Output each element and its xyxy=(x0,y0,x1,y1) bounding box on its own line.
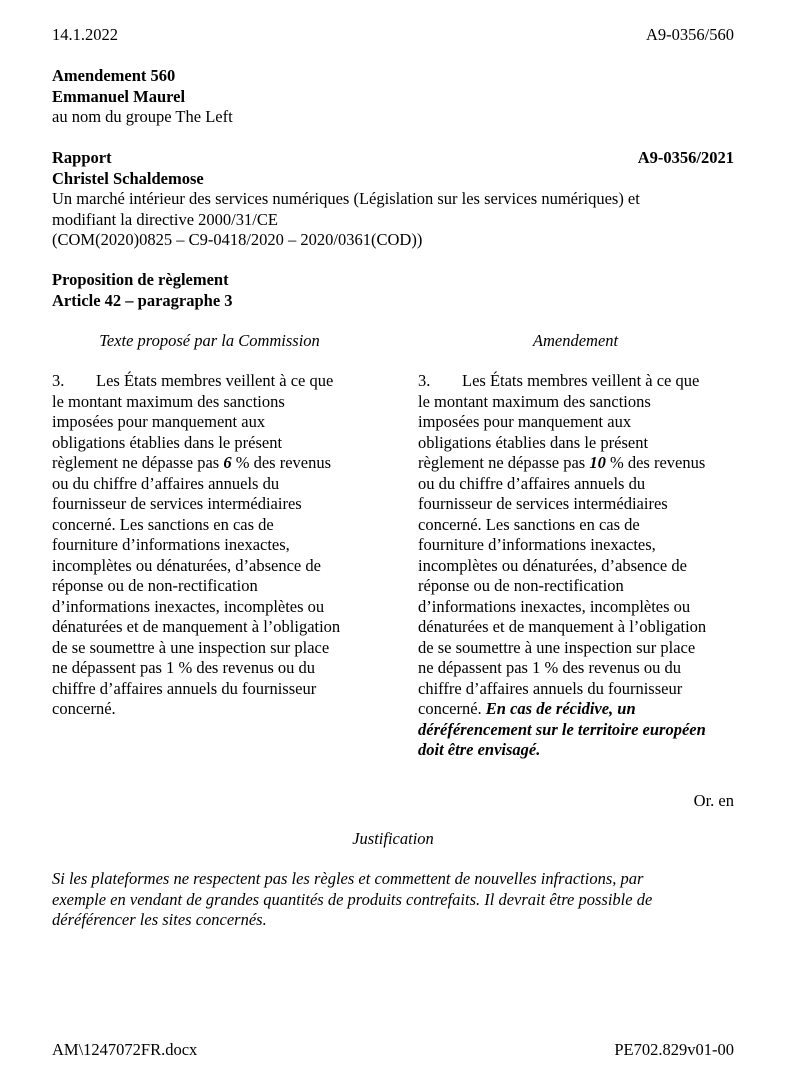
left-column-header: Texte proposé par la Commission xyxy=(99,331,320,350)
right-column-text: 3. Les États membres veillent à ce que le montant maximum des sanctions imposées pour manquement aux obligations établies dans le présent règlement ne dépasse pas 10 % des revenus ou du chiffre d’affaires annuels du fournisseur de services intermédiaires concerné. Les sanctions en cas de fourniture d’informations inexactes, incomplètes ou dénaturées, d’absence de réponse ou de non-rectification d’informations inexactes, incomplètes ou dénaturées et de manquement à l’obligation de se soumettre à une inspection sur place ne dépassent pas 1 % des revenus ou du chiffre d’affaires annuels du fournisseur concerné. En cas de récidive, un déréférencement sur le territoire européen doit être envisagé. xyxy=(418,371,748,761)
report-title-line2: modifiant la directive 2000/31/CE xyxy=(52,209,278,229)
right-column-header: Amendement xyxy=(532,331,619,350)
header-date: 14.1.2022 xyxy=(52,25,118,44)
amendment-group: au nom du groupe The Left xyxy=(52,107,233,126)
proposal-article: Article 42 – paragraphe 3 xyxy=(52,290,233,310)
justification-text: Si les plateformes ne respectent pas les règles et commettent de nouvelles infractions, par exemple en vendant de grandes quantités de produits contrefaits. Il devrait être possible de déréférencer les sites concernés. xyxy=(52,869,653,929)
left-column-text: 3. Les États membres veillent à ce que le montant maximum des sanctions imposées pour manquement aux obligations établies dans le présent règlement ne dépasse pas 6 % des revenus ou du chiffre d’affaires annuels du fournisseur de services intermédiaires concerné. Les sanctions en cas de fourniture d’informations inexactes, incomplètes ou dénaturées, d’absence de réponse ou de non-rectification d’informations inexactes, incomplètes ou dénaturées et de manquement à l’obligation de se soumettre à une inspection sur place ne dépassent pas 1 % des revenus ou du chiffre d’affaires annuels du fournisseur concerné. xyxy=(52,371,341,718)
footer-pe-reference: PE702.829v01-00 xyxy=(614,1040,734,1059)
footer-document-name: AM\1247072FR.docx xyxy=(52,1040,198,1059)
report-block xyxy=(52,148,734,251)
proposal-block xyxy=(52,270,233,311)
original-language: Or. en xyxy=(693,791,734,810)
amendment-title: Amendement 560 xyxy=(52,66,176,85)
proposal-label: Proposition de règlement xyxy=(52,270,229,289)
justification-title: Justification xyxy=(352,829,434,848)
left-percentage-highlight: 6 xyxy=(223,453,232,472)
right-paragraph-number: 3. xyxy=(418,371,431,390)
amendment-addition-start: En cas de récidive, un xyxy=(485,699,636,718)
amendment-block xyxy=(52,66,233,128)
amendment-addition-line2: déréférencement sur le territoire européen xyxy=(418,719,706,739)
amendment-author: Emmanuel Maurel xyxy=(52,86,186,106)
report-number: A9-0356/2021 xyxy=(637,148,734,167)
left-paragraph-number: 3. xyxy=(52,371,65,390)
procedure-reference: (COM(2020)0825 – C9-0418/2020 – 2020/0361(COD)) xyxy=(52,230,423,249)
report-label: Rapport xyxy=(52,148,112,167)
amendment-addition-line3: doit être envisagé. xyxy=(418,740,541,759)
report-title-line1: Un marché intérieur des services numériques (Législation sur les services numériques) et xyxy=(52,189,640,208)
right-percentage-highlight: 10 xyxy=(589,453,606,472)
header-reference: A9-0356/560 xyxy=(646,25,734,44)
rapporteur: Christel Schaldemose xyxy=(52,168,204,188)
